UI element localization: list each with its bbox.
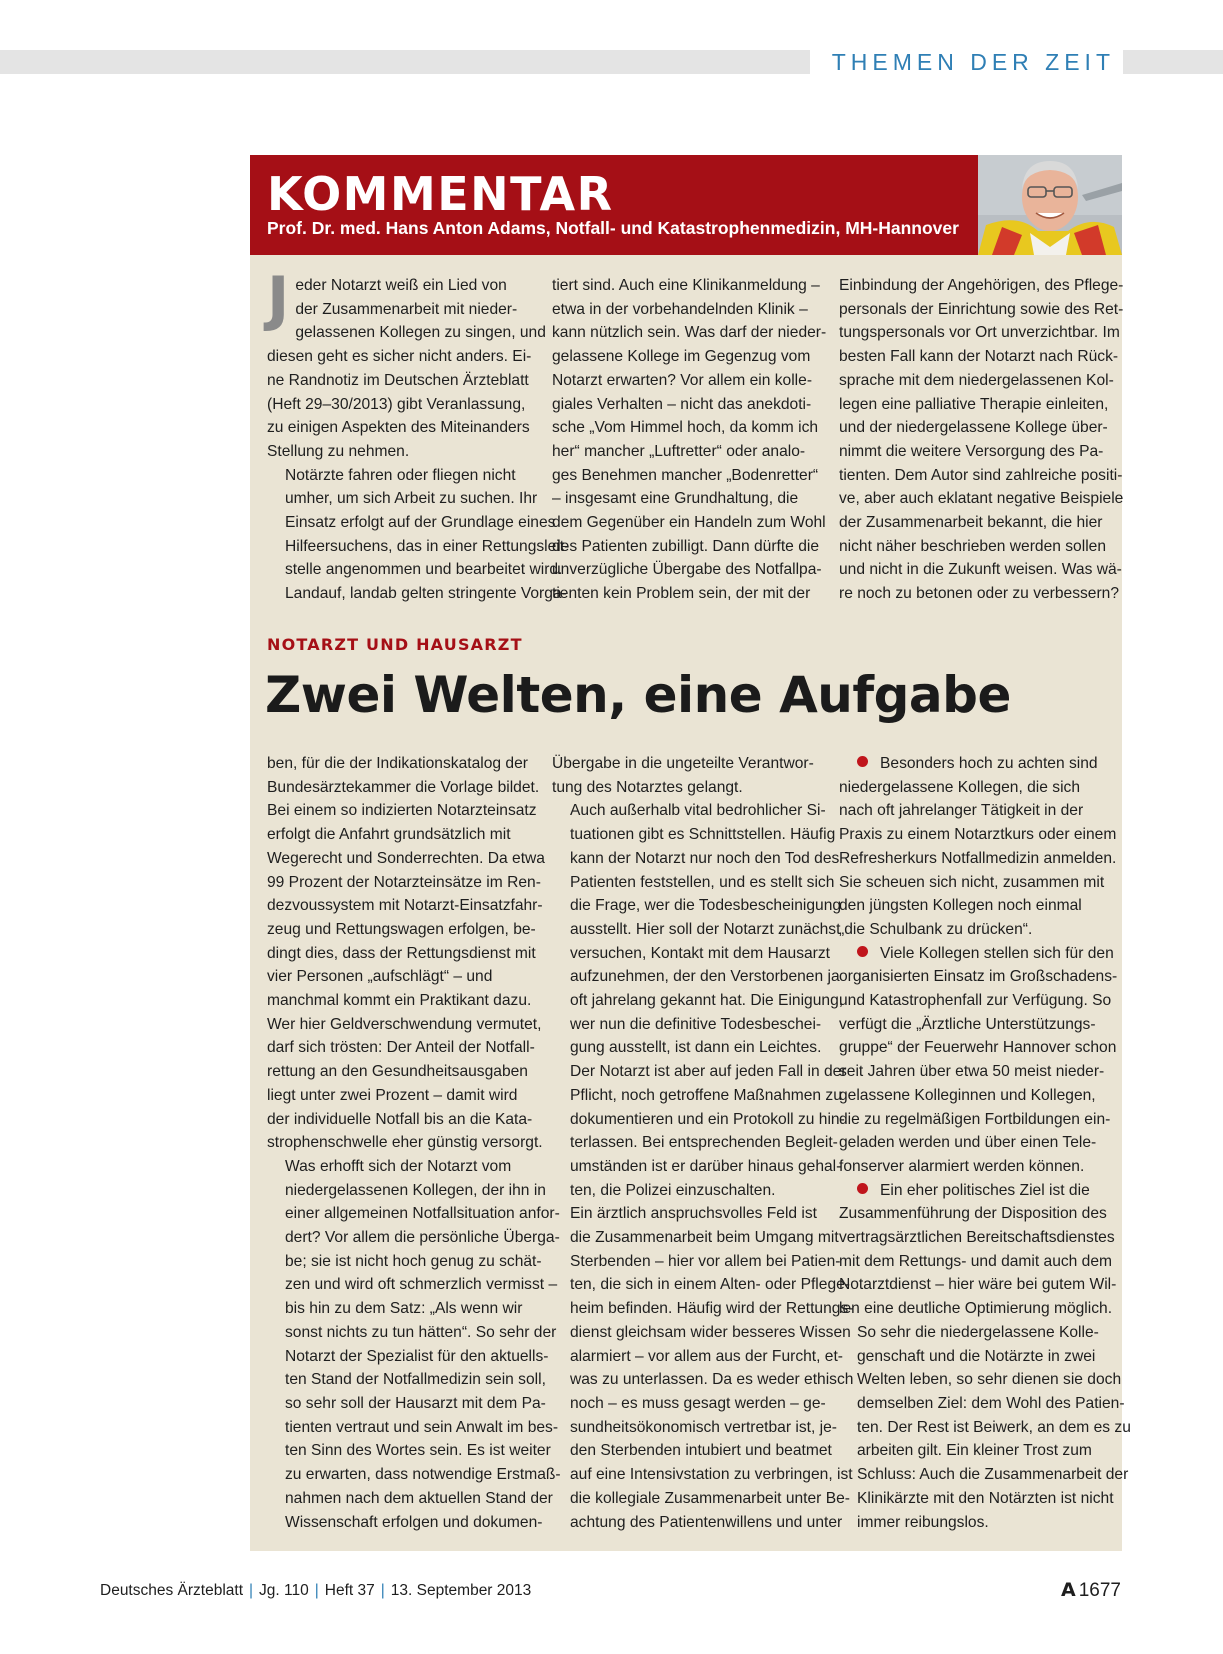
text-line: dem Gegenüber ein Handeln zum Wohl (552, 514, 826, 532)
text-line: dingt dies, dass der Rettungsdienst mit (267, 944, 536, 962)
text-line: gung ausstellt, ist dann ein Leichtes. (570, 1039, 822, 1057)
text-line: Einsatz erfolgt auf der Grundlage eines (285, 514, 556, 532)
text-line: Notarztdienst – hier wäre bei gutem Wil- (839, 1276, 1117, 1294)
text-line: mit dem Rettungs- und damit auch dem (839, 1252, 1113, 1270)
text-line: ausstellt. Hier soll der Notarzt zunächst (570, 920, 841, 938)
text-line: versuchen, Kontakt mit dem Hausarzt (570, 944, 831, 962)
footer-citation (100, 1578, 531, 1604)
article-column-2 (552, 752, 854, 1534)
intro-column-3 (839, 274, 1124, 606)
article-col1-paragraph-1 (267, 752, 545, 1155)
text-line: ne Randnotiz im Deutschen Ärzteblatt (267, 371, 529, 389)
text-line: Wer hier Geldverschwendung vermutet, (267, 1015, 542, 1033)
text-line: und nicht in die Zukunft weisen. Was wä- (839, 561, 1122, 579)
text-line: re noch zu betonen oder zu verbessern? (839, 585, 1120, 603)
kommentar-title: KOMMENTAR (267, 167, 614, 221)
text-line: her“ mancher „Luftretter“ oder analo- (552, 442, 806, 460)
text-line: so sehr soll der Hausarzt mit dem Pa- (285, 1394, 546, 1412)
text-line: die zu regelmäßigen Fortbildungen ein- (839, 1110, 1111, 1128)
text-line: len eine deutliche Optimierung möglich. (839, 1300, 1113, 1318)
text-line: der Zusammenarbeit mit nieder- (295, 300, 518, 318)
footer-journal: Deutsches Ärzteblatt (100, 1582, 244, 1599)
article-col3-bullet-3 (839, 1179, 1117, 1321)
text-line: Übergabe in die ungeteilte Verantwor- (552, 755, 814, 772)
text-line: Wissenschaft erfolgen und dokumen- (285, 1513, 543, 1531)
text-line: des Patienten zubilligt. Dann dürfte die (552, 537, 819, 555)
text-line: giales Verhalten – nicht das anekdoti- (552, 395, 812, 413)
text-line: Ein ärztlich anspruchsvolles Feld ist (570, 1205, 818, 1223)
article-col2-paragraph-3 (552, 1202, 854, 1534)
text-line: sprache mit dem niedergelassenen Kol- (839, 371, 1114, 389)
text-line: zu einigen Aspekten des Miteinanders (267, 419, 530, 437)
text-line: Stellung zu nehmen. (267, 442, 410, 460)
text-line: ben, für die der Indikationskatalog der (267, 755, 528, 772)
text-line: arbeiten gilt. Ein kleiner Trost zum (857, 1442, 1092, 1460)
text-line: den jüngsten Kollegen noch einmal (839, 897, 1082, 915)
text-line: Besonders hoch zu achten sind (839, 752, 1101, 776)
footer-volume: Jg. 110 (259, 1582, 309, 1599)
text-line: gelassene Kollege im Gegenzug vom (552, 348, 811, 366)
text-line: gelassenen Kollegen zu singen, und (295, 324, 546, 342)
text-line: unverzügliche Übergabe des Notfallpa- (552, 561, 822, 579)
page-number-value: 1677 (1078, 1580, 1121, 1601)
text-line: – insgesamt eine Grundhaltung, die (552, 490, 799, 508)
article-col3-bullet-1 (839, 752, 1117, 942)
text-line: rettung an den Gesundheitsausgaben (267, 1063, 528, 1081)
text-line: alarmiert – vor allem aus der Furcht, et- (570, 1347, 843, 1365)
text-line: diesen geht es sicher nicht anders. Ei- (267, 348, 532, 366)
article-column-1 (267, 752, 561, 1534)
text-line: Pflicht, noch getroffene Maßnahmen zu (570, 1086, 842, 1104)
text-line: nicht näher beschrieben werden sollen (839, 537, 1106, 555)
text-line: tienten kein Problem sein, der mit der (552, 585, 811, 603)
text-line: oft jahrelang gekannt hat. Die Einigung, (570, 992, 844, 1010)
text-line: seit Jahren über etwa 50 meist nieder- (839, 1063, 1105, 1081)
footer-issue: Heft 37 (324, 1582, 375, 1599)
text-line: fonserver alarmiert werden können. (839, 1157, 1085, 1175)
text-line: und der niedergelassene Kollege über- (839, 419, 1108, 437)
text-line: darf sich trösten: Der Anteil der Notfall- (267, 1039, 535, 1057)
text-line: immer reibungslos. (857, 1513, 989, 1531)
text-line: Notärzte fahren oder fliegen nicht (285, 466, 516, 484)
text-line: genschaft und die Notärzte in zwei (857, 1347, 1096, 1365)
text-line: auf eine Intensivstation zu verbringen, ist (570, 1466, 853, 1484)
text-line: ges Benehmen mancher „Bodenretter“ (552, 466, 819, 484)
text-line: wer nun die definitive Todesbeschei- (570, 1015, 822, 1033)
text-line: vier Personen „aufschlägt“ – und (267, 968, 493, 986)
text-line: zeug und Rettungswagen erfolgen, be- (267, 920, 536, 938)
text-line: Ein eher politisches Ziel ist die (839, 1179, 1101, 1203)
text-line: Was erhofft sich der Notarzt vom (285, 1157, 512, 1175)
text-line: strophenschwelle eher günstig versorgt. (267, 1134, 543, 1152)
intro-col3-paragraph (839, 274, 1124, 606)
text-line: Notarzt der Spezialist für den aktuells- (285, 1347, 549, 1365)
text-line: Schluss: Auch die Zusammenarbeit der (857, 1466, 1129, 1484)
text-line: bis hin zu dem Satz: „Als wenn wir (285, 1300, 523, 1318)
text-line: die Zusammenarbeit beim Umgang mit (570, 1229, 839, 1247)
text-line: achtung des Patientenwillens und unter (570, 1513, 843, 1531)
article-column-3 (839, 752, 1131, 1534)
text-line: Viele Kollegen stellen sich für den (839, 942, 1101, 966)
section-label: THEMEN DER ZEIT (810, 49, 1123, 75)
text-line: (Heft 29–30/2013) gibt Veranlassung, (267, 395, 526, 413)
article-col3-paragraph-4 (839, 1321, 1131, 1534)
bullet-dot-icon (857, 946, 868, 957)
kommentar-author: Prof. Dr. med. Hans Anton Adams, Notfall- und Katastrophenmedizin, MH-Hannover (267, 218, 959, 238)
text-line: Hilfeersuchens, das in einer Rettungsleit- (285, 537, 570, 555)
text-line: Refresherkurs Notfallmedizin anmelden. (839, 849, 1117, 867)
text-line: nimmt die weitere Versorgung des Pa- (839, 442, 1104, 460)
article-col2-paragraph-1 (552, 752, 814, 799)
text-line: noch – es muss gesagt werden – ge- (570, 1394, 826, 1412)
text-line: tiert sind. Auch eine Klinikanmeldung – (552, 277, 820, 294)
text-line: niedergelassene Kollegen, die sich (839, 778, 1081, 796)
text-line: dezvoussystem mit Notarzt-Einsatzfahr- (267, 897, 543, 915)
text-line: zen und wird oft schmerzlich vermisst – (285, 1276, 558, 1294)
text-line: tuationen gibt es Schnittstellen. Häufig (570, 826, 836, 844)
intro-col1-paragraph-1 (267, 264, 546, 464)
text-line: Sterbenden – hier vor allem bei Patien- (570, 1252, 841, 1270)
footer-separator: | (314, 1582, 319, 1599)
text-line: sundheitsökonomisch vertretbar ist, je- (570, 1418, 837, 1436)
text-line: dokumentieren und ein Protokoll zu hin- (570, 1110, 845, 1128)
text-line: dert? Vor allem die persönliche Übergа- (285, 1229, 560, 1247)
page-number (1061, 1576, 1121, 1604)
author-photo (978, 155, 1122, 255)
text-line: umständen ist er darüber hinaus gehal- (570, 1157, 842, 1175)
text-line: personals der Einrichtung sowie des Ret- (839, 300, 1124, 318)
footer-separator: | (380, 1582, 385, 1599)
text-line: ten Stand der Notfallmedizin sein soll, (285, 1371, 546, 1389)
text-line: einer allgemeinen Notfallsituation anfor- (285, 1205, 560, 1223)
text-line: stelle angenommen und bearbeitet wird. (285, 561, 563, 579)
text-line: den Sterbenden intubiert und beatmet (570, 1442, 832, 1460)
text-line: terlassen. Bei entsprechenden Begleit- (570, 1134, 838, 1152)
text-line: Patienten feststellen, und es stellt sich (570, 873, 835, 891)
text-line: heim befinden. Häufig wird der Rettungs- (570, 1300, 854, 1318)
text-line: Notarzt erwarten? Vor allem ein kolle- (552, 371, 813, 389)
text-line: Bei einem so indizierten Notarzteinsatz (267, 802, 537, 820)
text-line: ten Sinn des Wortes sein. Es ist weiter (285, 1442, 551, 1460)
intro-col2-paragraph (552, 274, 827, 606)
bullet-dot-icon (857, 756, 868, 767)
text-line: So sehr die niedergelassene Kolle- (857, 1323, 1099, 1341)
footer-separator: | (249, 1582, 254, 1599)
text-line: umher, um sich Arbeit zu suchen. Ihr (285, 490, 538, 508)
text-line: und Katastrophenfall zur Verfügung. So (839, 992, 1112, 1010)
text-line: die Frage, wer die Todesbescheinigung (570, 897, 842, 915)
text-line: nach oft jahrelanger Tätigkeit in der (839, 802, 1084, 820)
intro-column-2 (552, 274, 827, 606)
article-col1-paragraph-2 (267, 1155, 561, 1534)
text-line: ten. Der Rest ist Beiwerk, an dem es zu (857, 1418, 1131, 1436)
text-line: aufzunehmen, der den Verstorbenen ja (570, 968, 840, 986)
article-col2-paragraph-2 (552, 799, 847, 1202)
text-line: Wegerecht und Sonderrechten. Da etwa (267, 849, 545, 867)
text-line: zu erwarten, dass notwendige Erstmaß- (285, 1466, 561, 1484)
text-line: Praxis zu einem Notarztkurs oder einem (839, 826, 1117, 844)
text-line: kann nützlich sein. Was darf der nieder- (552, 324, 827, 342)
text-line: gelassene Kolleginnen und Kollegen, (839, 1086, 1096, 1104)
text-line: Einbindung der Angehörigen, des Pflege- (839, 277, 1124, 294)
page-prefix: A (1061, 1579, 1076, 1601)
text-line: geladen werden und über einen Tele- (839, 1134, 1097, 1152)
drop-cap: J (267, 264, 290, 334)
text-line: be; sie ist nicht hoch genug zu schät- (285, 1252, 542, 1270)
text-line: Bundesärztekammer die Vorlage bildet. (267, 778, 540, 796)
text-line: Landauf, landab gelten stringente Vorga- (285, 585, 567, 603)
text-line: Klinikärzte mit den Notärzten ist nicht (857, 1489, 1114, 1507)
footer-date: 13. September 2013 (390, 1582, 532, 1599)
text-line: „die Schulbank zu drücken“. (839, 920, 1033, 938)
text-line: die kollegiale Zusammenarbeit unter Be- (570, 1489, 850, 1507)
text-line: ten, die Polizei einzuschalten. (570, 1181, 776, 1199)
intro-col1-paragraph-2 (267, 464, 570, 606)
text-line: verfügt die „Ärztliche Unterstützungs- (839, 1015, 1096, 1033)
text-line: vertragsärztlichen Bereitschaftsdienstes (839, 1229, 1115, 1247)
intro-column-1 (267, 264, 570, 606)
text-line: nahmen nach dem aktuellen Stand der (285, 1489, 553, 1507)
article-kicker: NOTARZT UND HAUSARZT (267, 635, 523, 654)
text-line: sonst nichts zu tun hätten“. So sehr der (285, 1323, 557, 1341)
text-line: manchmal kommt ein Praktikant dazu. (267, 992, 532, 1010)
text-line: niedergelassenen Kollegen, der ihn in (285, 1181, 546, 1199)
text-line: tienten vertraut und sein Anwalt im bes- (285, 1418, 559, 1436)
text-line: dienst gleichsam wider besseres Wissen (570, 1323, 851, 1341)
text-line: tung des Notarztes gelangt. (552, 778, 743, 796)
text-line: kann der Notarzt nur noch den Tod des (570, 849, 840, 867)
text-line: besten Fall kann der Notarzt nach Rück- (839, 348, 1119, 366)
text-line: tungspersonals vor Ort unverzichtbar. Im (839, 324, 1120, 342)
text-line: sche „Vom Himmel hoch, da komm ich (552, 419, 819, 437)
text-line: 99 Prozent der Notarzteinsätze im Ren- (267, 873, 541, 891)
text-line: der individuelle Notfall bis an die Kata- (267, 1110, 533, 1128)
text-line: erfolgt die Anfahrt grundsätzlich mit (267, 826, 511, 844)
text-line: legen eine palliative Therapie einleiten, (839, 395, 1109, 413)
text-line: eder Notarzt weiß ein Lied von (295, 277, 507, 294)
text-line: demselben Ziel: dem Wohl des Patien- (857, 1394, 1125, 1412)
text-line: etwa in der vorbehandelnden Klinik – (552, 300, 808, 318)
text-line: der Zusammenarbeit bekannt, die hier (839, 514, 1103, 532)
text-line: gruppe“ der Feuerwehr Hannover schon (839, 1039, 1117, 1057)
text-line: Der Notarzt ist aber auf jeden Fall in der (570, 1063, 847, 1081)
bullet-dot-icon (857, 1183, 868, 1194)
text-line: Welten leben, so sehr dienen sie doch (857, 1371, 1122, 1389)
article-headline: Zwei Welten, eine Aufgabe (265, 666, 1011, 724)
text-line: was zu unterlassen. Da es weder ethisch (570, 1371, 854, 1389)
article-col3-bullet-2 (839, 942, 1118, 1179)
text-line: Zusammenführung der Disposition des (839, 1205, 1107, 1223)
text-line: Auch außerhalb vital bedrohlicher Si- (570, 802, 826, 820)
text-line: Sie scheuen sich nicht, zusammen mit (839, 873, 1105, 891)
text-line: ve, aber auch eklatant negative Beispiele (839, 490, 1124, 508)
text-line: tienten. Dem Autor sind zahlreiche positi- (839, 466, 1123, 484)
text-line: ten, die sich in einem Alten- oder Pflege- (570, 1276, 850, 1294)
text-line: organisierten Einsatz im Großschadens- (839, 968, 1118, 986)
text-line: liegt unter zwei Prozent – damit wird (267, 1086, 518, 1104)
